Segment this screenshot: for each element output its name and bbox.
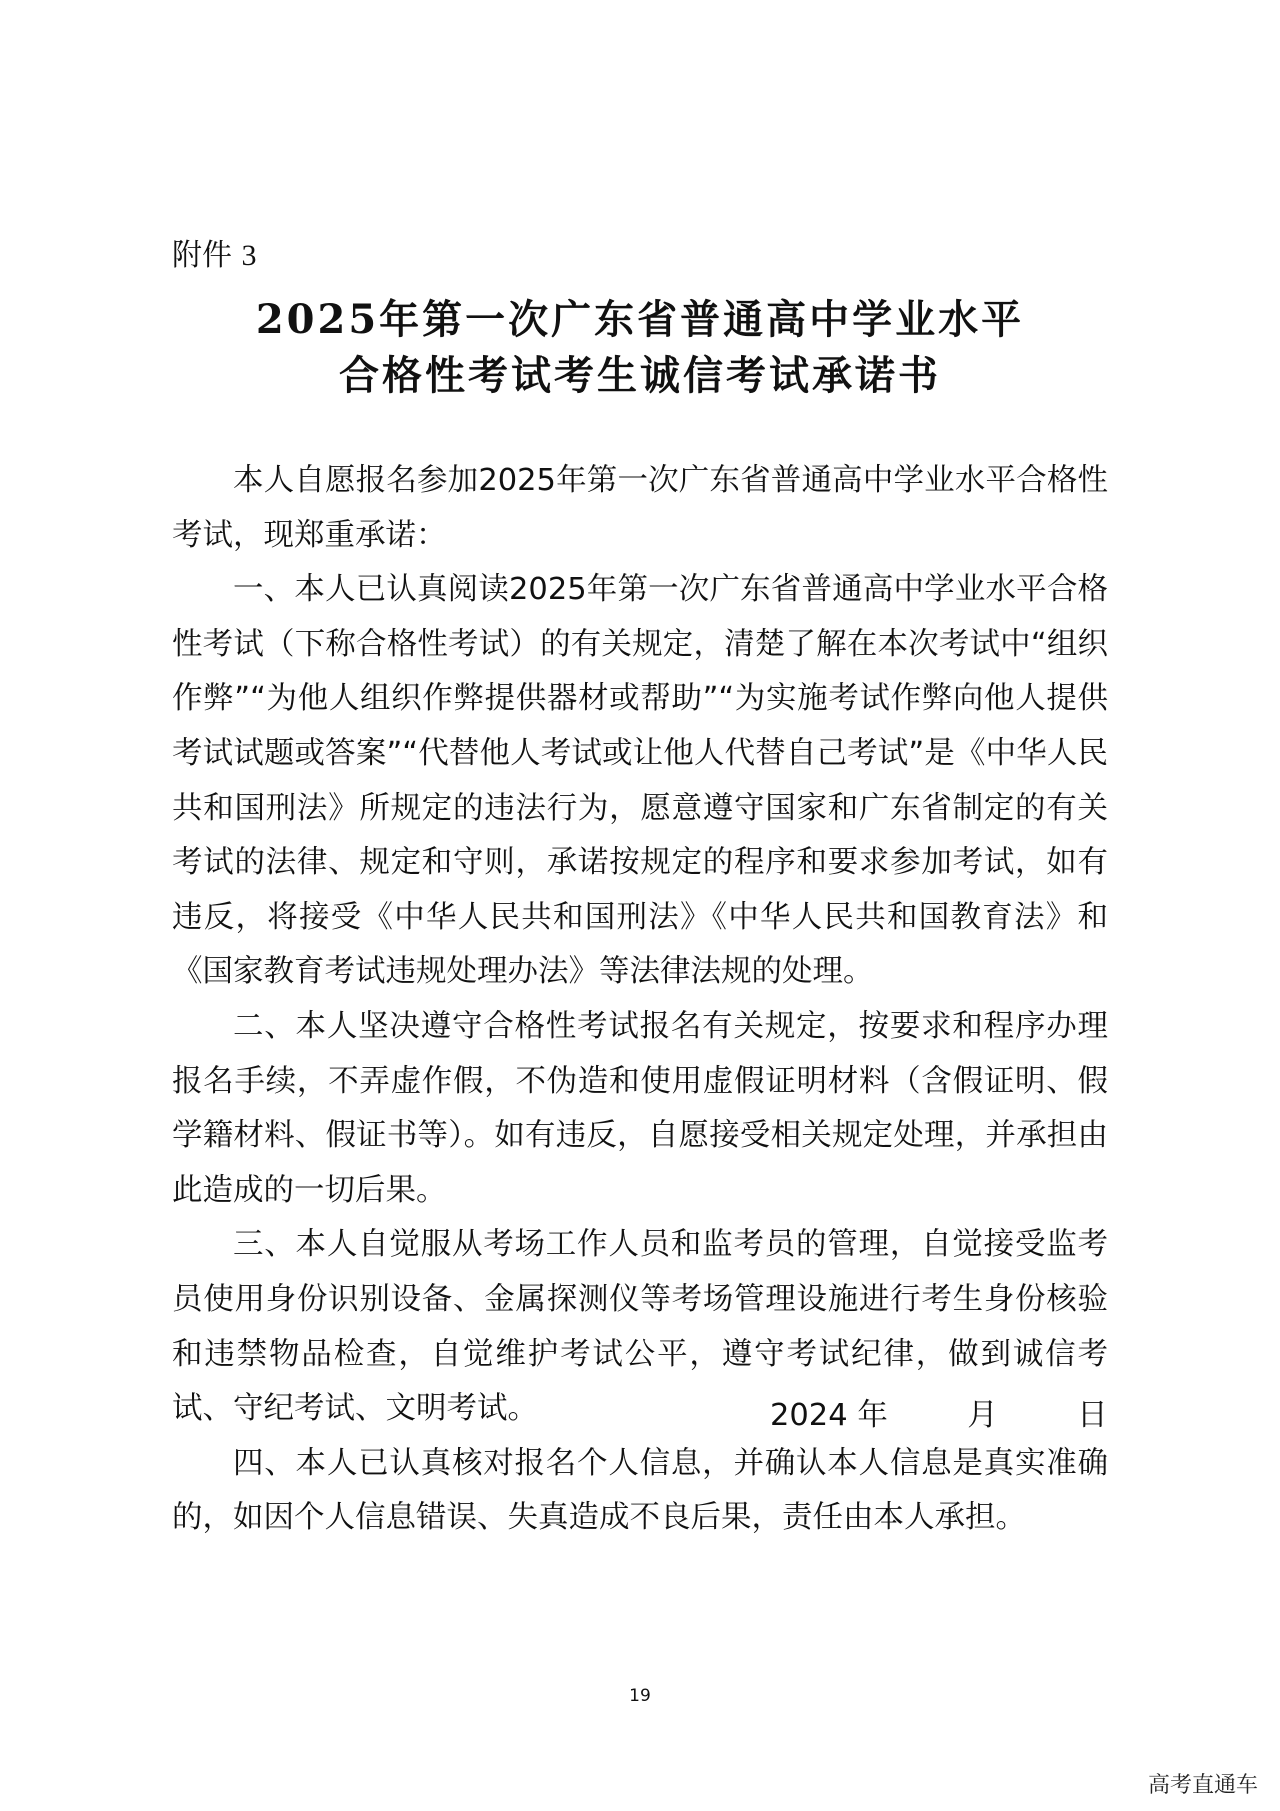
title-line-1: 2025年第一次广东省普通高中学业水平 (255, 296, 1025, 343)
document-title (172, 292, 1108, 404)
date-day-unit: 日 (1077, 1398, 1108, 1433)
signature-date (770, 1396, 1108, 1436)
paragraph-four: 四、本人已认真核对报名个人信息，并确认本人信息是真实准确的，如因个人信息错误、失真造成不良后果，责任由本人承担。 (172, 1445, 1108, 1536)
paragraph-two: 二、本人坚决遵守合格性考试报名有关规定，按要求和程序办理报名手续，不弄虚作假，不伪造和使用虚假证明材料（含假证明、假学籍材料、假证书等）。如有违反，自愿接受相关规定处理，并承担由此造成的一切后果。 (172, 1008, 1108, 1208)
attachment-label-text: 附件 (172, 238, 232, 273)
date-year: 2024 (770, 1398, 848, 1433)
paragraph-three: 三、本人自觉服从考场工作人员和监考员的管理，自觉接受监考员使用身份识别设备、金属探测仪等考场管理设施进行考生身份核验和违禁物品检查，自觉维护考试公平，遵守考试纪律，做到诚信考试、守纪考试、文明考试。 (172, 1227, 1108, 1427)
attachment-label (172, 236, 257, 276)
watermark-text: 高考直通车 (1147, 1773, 1258, 1798)
attachment-number: 3 (241, 239, 257, 272)
paragraph-intro: 本人自愿报名参加2025年第一次广东省普通高中学业水平合格性考试，现郑重承诺： (172, 463, 1108, 553)
page-number: 19 (629, 1686, 651, 1706)
paragraph-one: 一、本人已认真阅读2025年第一次广东省普通高中学业水平合格性考试（下称合格性考试）的有关规定，清楚了解在本次考试中“组织作弊”“为他人组织作弊提供器材或帮助”“为实施考试作弊向他人提供考试试题或答案”“代替他人考试或让他人代替自己考试”是《中华人民共和国刑法》所规定的违法行为，愿意遵守国家和广东省制定的有关考试的法律、规定和守则，承诺按规定的程序和要求参加考试，如有违反，将接受《中华人民共和国刑法》《中华人民共和国教育法》和《国家教育考试违规处理办法》等法律法规的处理。 (172, 572, 1108, 990)
document-body (172, 454, 1108, 1546)
title-line-2: 合格性考试考生诚信考试承诺书 (339, 352, 941, 399)
date-month-unit: 月 (967, 1398, 998, 1433)
date-year-unit: 年 (857, 1398, 888, 1433)
